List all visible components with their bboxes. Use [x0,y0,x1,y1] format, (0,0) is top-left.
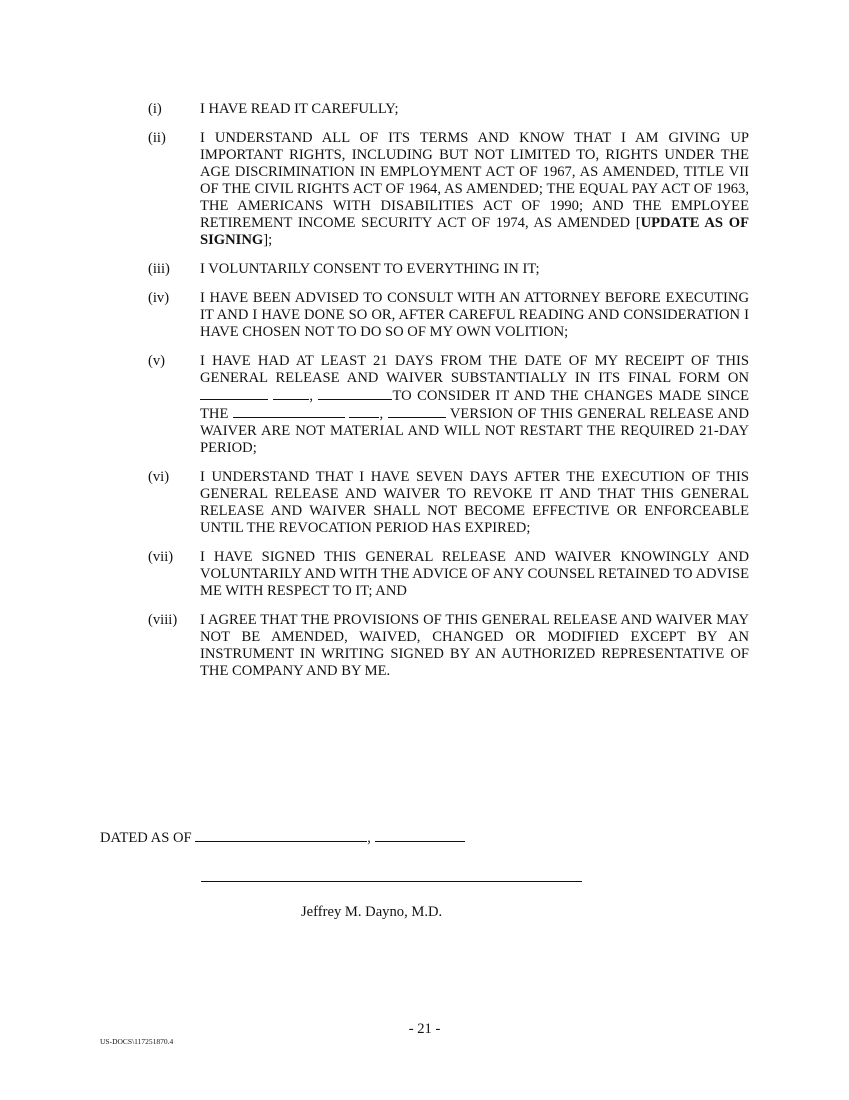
list-item [148,469,749,537]
bold-text: UPDATE AS OF SIGNING [200,215,749,248]
text-run: TO CONSIDER IT AND THE CHANGES MADE SINCE THE [200,388,750,422]
fill-in-blank[interactable] [388,405,446,418]
text-run: , [309,388,319,404]
fill-in-blank[interactable] [273,387,309,400]
list-item [148,261,749,278]
text-run: I HAVE BEEN ADVISED TO CONSULT WITH AN ATTORNEY BEFORE EXECUTING IT AND I HAVE DONE SO OR, AFTER CAREFUL READING AND CONSIDERATION I HAVE CHOSEN NOT TO DO SO OF MY OWN VOLITION; [200,290,749,340]
page-number: - 21 - [408,1021,441,1037]
item-number: (viii) [148,612,178,628]
fill-in-blank[interactable] [318,387,392,400]
item-text [200,101,749,118]
text-run: I AGREE THAT THE PROVISIONS OF THIS GENERAL RELEASE AND WAIVER MAY NOT BE AMENDED, WAIVED, CHANGED OR MODIFIED EXCEPT BY AN INSTRUMENT IN WRITING SIGNED BY AN AUTHORIZED REPRESENTATIVE OF THE COMPANY AND BY ME. [200,612,749,679]
list-item [148,612,749,680]
year-blank[interactable] [375,829,465,842]
item-number: (ii) [148,130,166,146]
item-text [200,261,749,278]
dated-label: DATED AS OF [100,830,192,846]
text-run: I UNDERSTAND ALL OF ITS TERMS AND KNOW THAT I AM GIVING UP IMPORTANT RIGHTS, INCLUDING BUT NOT LIMITED TO, RIGHTS UNDER THE AGE DISCRIMINATION IN EMPLOYMENT ACT OF 1967, AS AMENDED, TITLE VII OF THE CIVIL RIGHTS ACT OF 1964, AS AMENDED; THE EQUAL PAY ACT OF 1963, THE AMERICANS WITH DISABILITIES ACT OF 1990; AND THE EMPLOYEE RETIREMENT INCOME SECURITY ACT OF 1974, AS AMENDED [ [200,130,749,231]
fill-in-blank[interactable] [349,405,379,418]
item-number: (vi) [148,469,170,485]
text-run: I HAVE SIGNED THIS GENERAL RELEASE AND WAIVER KNOWINGLY AND VOLUNTARILY AND WITH THE ADVICE OF ANY COUNSEL RETAINED TO ADVISE ME WITH RESPECT TO IT; AND [200,549,749,599]
text-run: I VOLUNTARILY CONSENT TO EVERYTHING IN IT; [200,261,540,277]
dated-separator: , [367,830,371,846]
item-number: (iv) [148,290,170,306]
list-item [148,101,749,118]
text-run: ]; [263,232,273,248]
item-text [200,612,749,680]
date-blank[interactable] [195,829,367,842]
list-item [148,130,749,249]
signatory-name: Jeffrey M. Dayno, M.D. [301,904,443,920]
document-id: US-DOCS\117251870.4 [100,1037,174,1046]
signature-line[interactable] [201,881,582,882]
text-run: I HAVE HAD AT LEAST 21 DAYS FROM THE DATE OF MY RECEIPT OF THIS GENERAL RELEASE AND WAIVER SUBSTANTIALLY IN ITS FINAL FORM ON [200,353,749,386]
item-number: (i) [148,101,162,117]
text-run: I HAVE READ IT CAREFULLY; [200,101,399,117]
fill-in-blank[interactable] [233,405,345,418]
dated-line [100,829,465,847]
item-text [200,469,749,537]
item-number: (v) [148,353,166,369]
text-run: VERSION OF THIS GENERAL RELEASE AND WAIVER ARE NOT MATERIAL AND WILL NOT RESTART THE REQUIRED 21-DAY PERIOD; [200,406,749,456]
item-text [200,130,749,249]
list-item [148,290,749,341]
item-text [200,290,749,341]
item-number: (iii) [148,261,170,277]
text-run: , [379,406,388,422]
item-number: (vii) [148,549,174,565]
text-run: I UNDERSTAND THAT I HAVE SEVEN DAYS AFTER THE EXECUTION OF THIS GENERAL RELEASE AND WAIVER TO REVOKE IT AND THAT THIS GENERAL RELEASE AND WAIVER SHALL NOT BECOME EFFECTIVE OR ENFORCEABLE UNTIL THE REVOCATION PERIOD HAS EXPIRED; [200,469,749,536]
item-text [200,353,749,457]
list-item [148,549,749,600]
item-text [200,549,749,600]
fill-in-blank[interactable] [200,387,268,400]
acknowledgement-list [148,101,749,692]
list-item [148,353,749,457]
